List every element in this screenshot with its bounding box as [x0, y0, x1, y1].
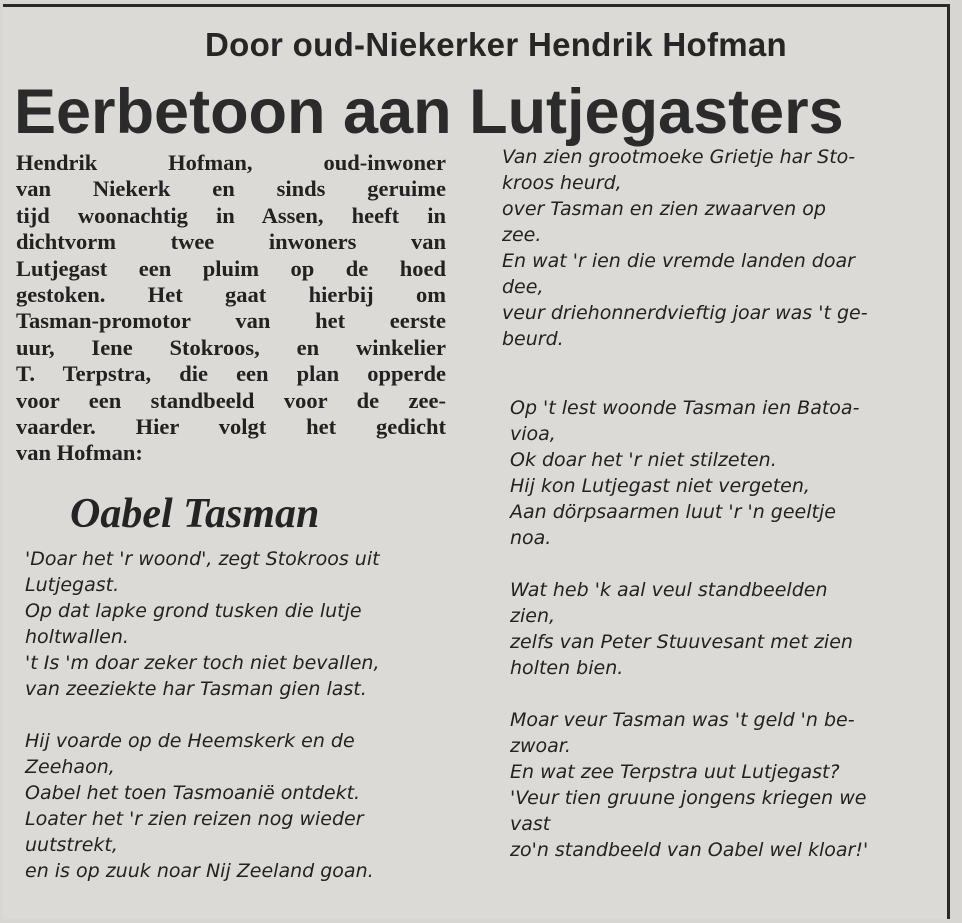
- poem-line: en is op zuuk noar Nij Zeeland goan.: [25, 860, 374, 882]
- intro-line: Lutjegast een pluim op de hoed: [16, 255, 446, 281]
- poem-line: Hij kon Lutjegast niet vergeten,: [510, 475, 810, 497]
- stanza-break: [25, 702, 455, 728]
- intro-line: van Niekerk en sinds geruime: [16, 176, 446, 202]
- poem-line: Moar veur Tasman was 't geld 'n be-: [510, 709, 855, 731]
- article-intro: [16, 150, 446, 467]
- intro-line: voor een standbeeld voor de zee-: [16, 387, 446, 413]
- poem-line: noa.: [510, 527, 552, 549]
- poem-line: uutstrekt,: [25, 834, 118, 856]
- poem-line: zwoar.: [510, 735, 571, 757]
- poem-line: Aan dörpsaarmen luut 'r 'n geeltje: [510, 501, 836, 523]
- intro-line: gestoken. Het gaat hierbij om: [16, 282, 446, 308]
- intro-line: vaarder. Hier volgt het gedicht: [16, 414, 446, 440]
- stanza-break: [510, 681, 940, 707]
- poem-line: dee,: [502, 276, 544, 298]
- poem-line: Ok doar het 'r niet stilzeten.: [510, 449, 777, 471]
- intro-line: Tasman-promotor van het eerste: [16, 308, 446, 334]
- poem-line: kroos heurd,: [502, 172, 622, 194]
- poem-line: 'Doar het 'r woond', zegt Stokroos uit: [25, 548, 380, 570]
- poem-line: beurd.: [502, 328, 564, 350]
- poem-line: Oabel het toen Tasmoanië ontdekt.: [25, 782, 361, 804]
- poem-title: Oabel Tasman: [70, 491, 320, 537]
- stanza-break: [510, 551, 940, 577]
- poem-line: zien,: [510, 605, 556, 627]
- poem-line: Hij voarde op de Heemskerk en de: [25, 730, 355, 752]
- poem-line: vioa,: [510, 423, 556, 445]
- poem-column-right-bottom: [510, 395, 940, 863]
- intro-line: van Hofman:: [16, 440, 143, 466]
- poem-line: veur driehonnerdvieftig joar was 't ge-: [502, 302, 868, 324]
- poem-line: En wat 'r ien die vremde landen doar: [502, 250, 855, 272]
- intro-line: tijd woonachtig in Assen, heeft in: [16, 202, 446, 228]
- poem-line: Lutjegast.: [25, 574, 120, 596]
- poem-line: 't Is 'm doar zeker toch niet bevallen,: [25, 652, 380, 674]
- intro-line: T. Terpstra, die een plan opperde: [16, 361, 446, 387]
- poem-line: Loater het 'r zien reizen nog wieder: [25, 808, 364, 830]
- poem-line: Op dat lapke grond tusken die lutje: [25, 600, 362, 622]
- poem-column-right-top: [502, 144, 932, 352]
- poem-line: Van zien grootmoeke Grietje har Sto-: [502, 146, 856, 168]
- intro-line: Hendrik Hofman, oud-inwoner: [16, 150, 446, 175]
- poem-line: Wat heb 'k aal veul standbeelden: [510, 579, 828, 601]
- poem-line: holten bien.: [510, 657, 624, 679]
- article-kicker: Door oud-Niekerker Hendrik Hofman: [205, 26, 788, 63]
- poem-line: En wat zee Terpstra uut Lutjegast?: [510, 761, 840, 783]
- poem-line: van zeeziekte har Tasman gien last.: [25, 678, 367, 700]
- poem-column-left: [25, 546, 455, 884]
- poem-line: zee.: [502, 224, 542, 246]
- poem-line: over Tasman en zien zwaarven op: [502, 198, 826, 220]
- article-headline: Eerbetoon aan Lutjegasters: [14, 77, 844, 147]
- poem-line: Zeehaon,: [25, 756, 115, 778]
- poem-line: zo'n standbeeld van Oabel wel kloar!': [510, 839, 869, 861]
- poem-line: vast: [510, 813, 551, 835]
- intro-line: uur, Iene Stokroos, en winkelier: [16, 334, 446, 360]
- poem-line: holtwallen.: [25, 626, 129, 648]
- poem-line: 'Veur tien gruune jongens kriegen we: [510, 787, 867, 809]
- intro-line: dichtvorm twee inwoners van: [16, 229, 446, 255]
- poem-line: zelfs van Peter Stuuvesant met zien: [510, 631, 853, 653]
- poem-line: Op 't lest woonde Tasman ien Batoa-: [510, 397, 860, 419]
